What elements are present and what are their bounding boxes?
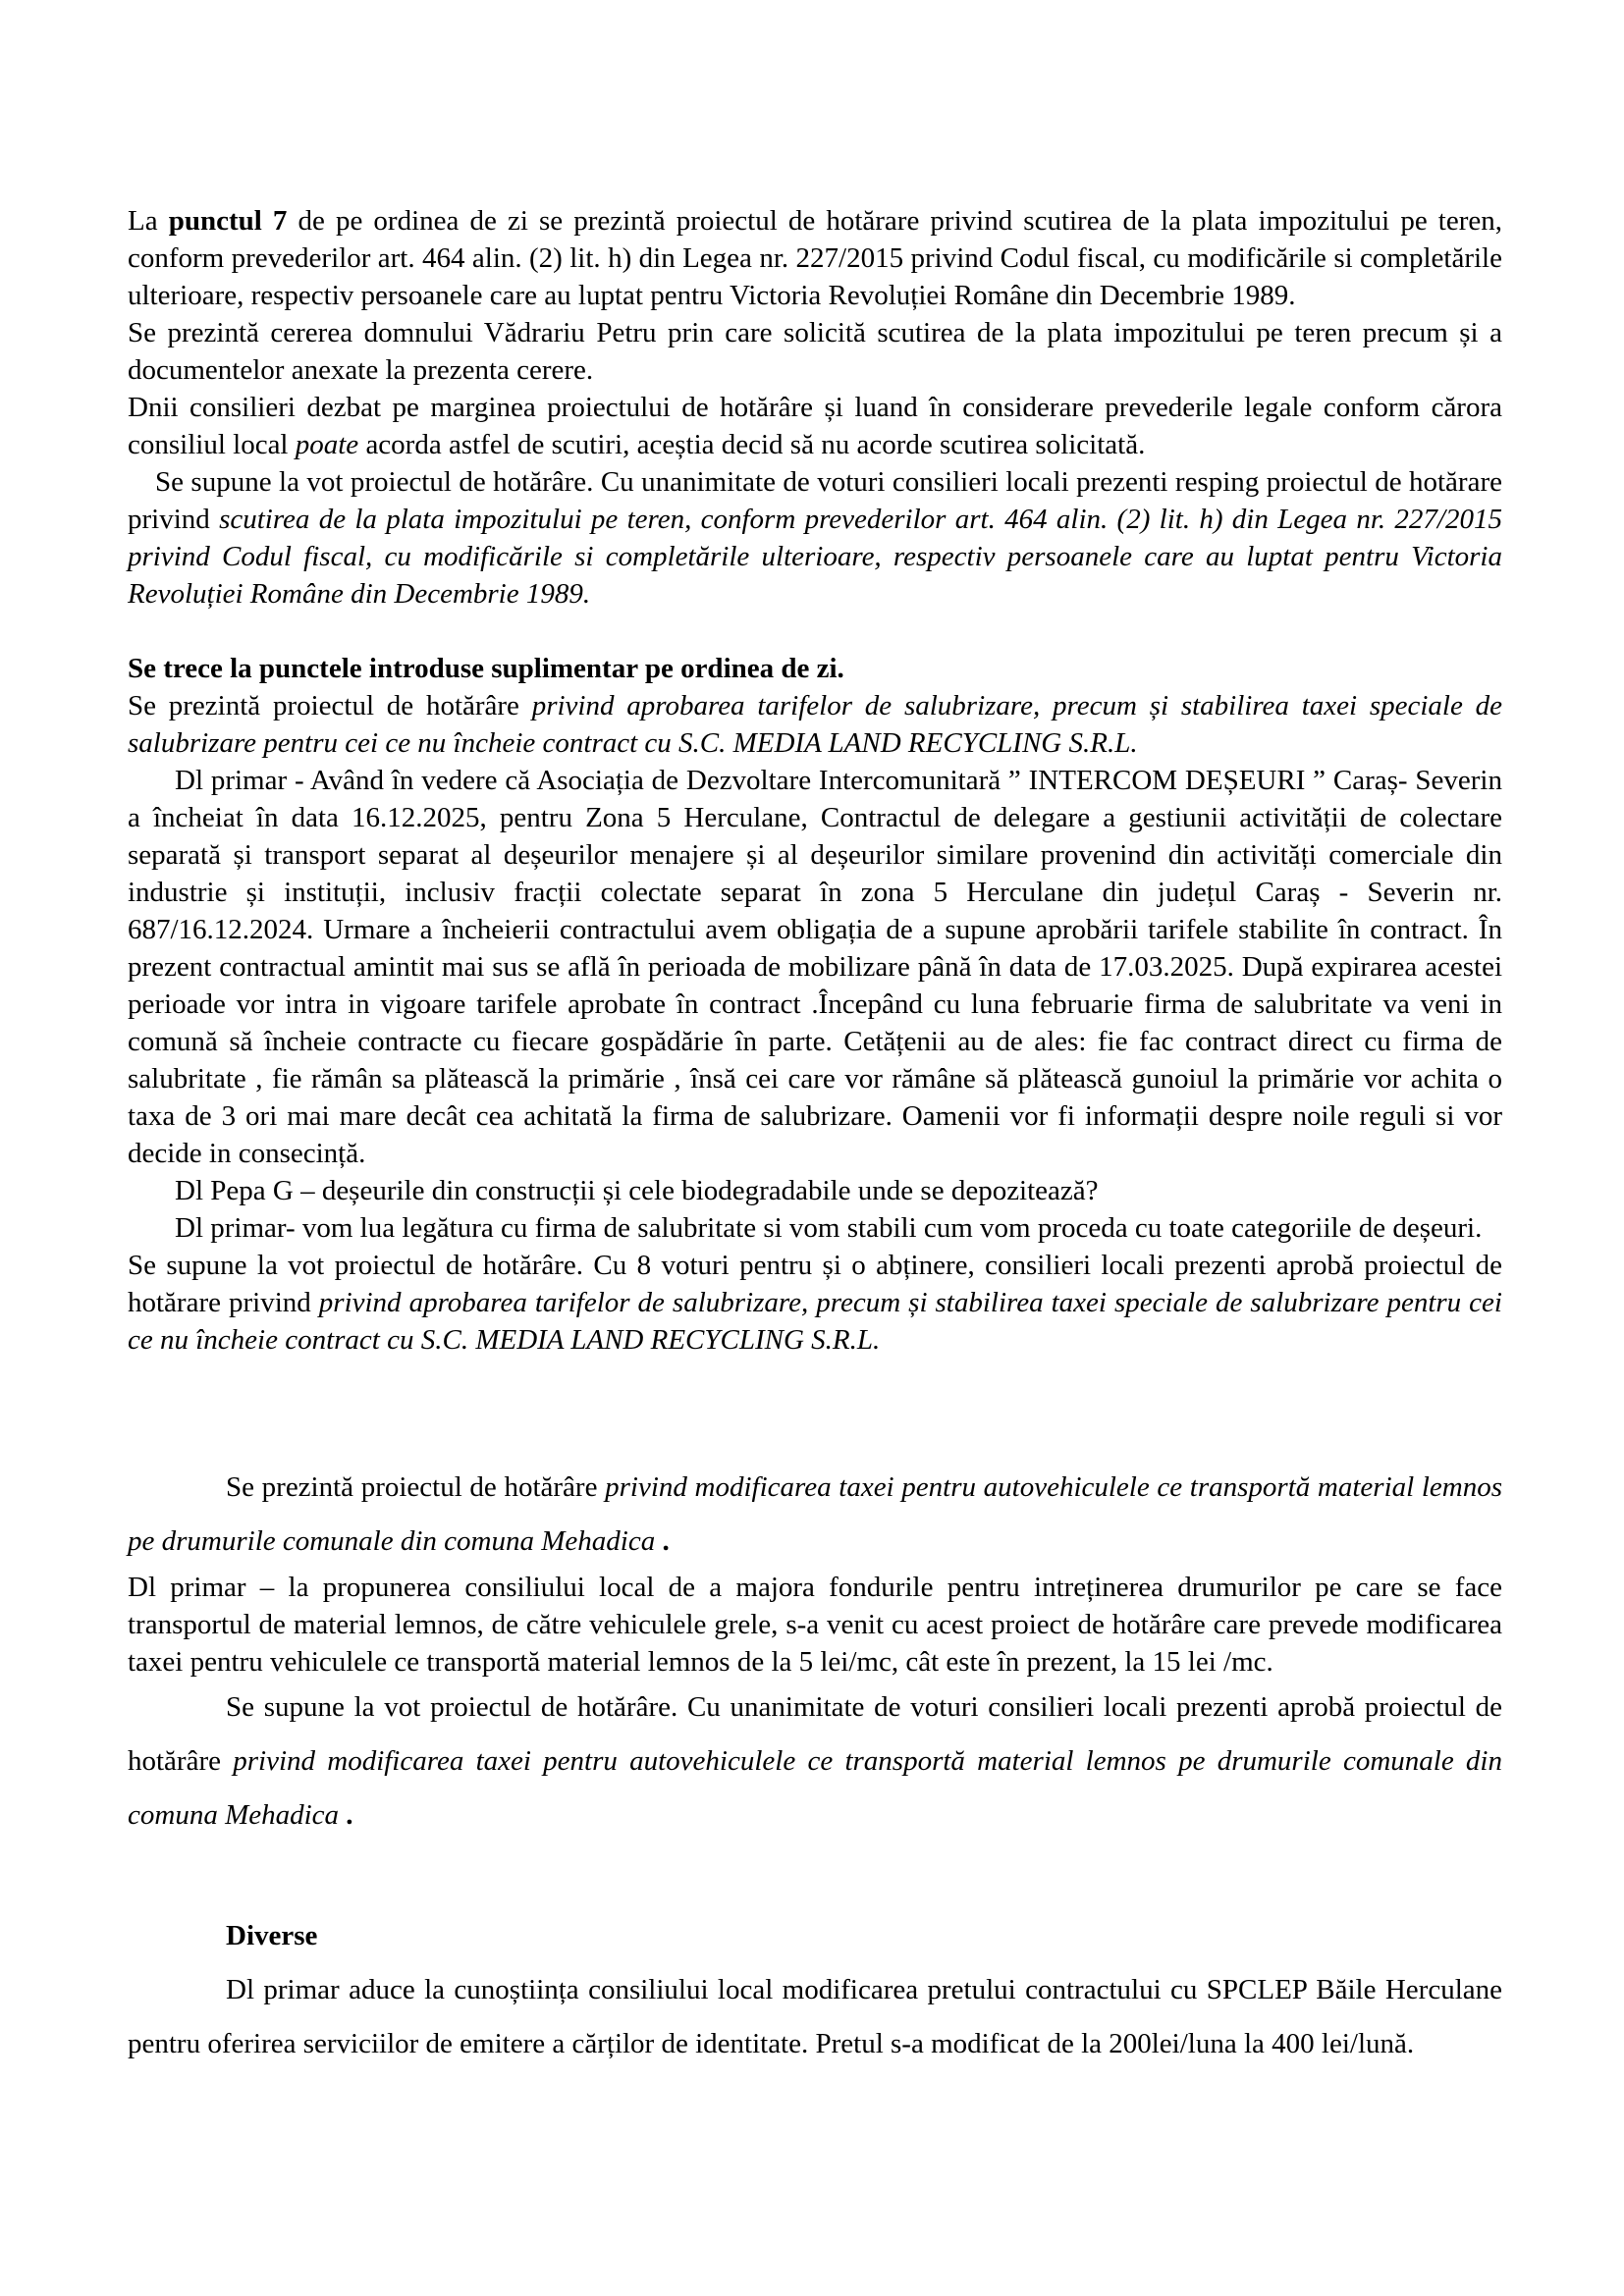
paragraph-vot-salubrizare xyxy=(128,1247,1502,1359)
text-run: Dl Pepa G – deșeurile din construcții și cele biodegradabile unde se depozitează? xyxy=(175,1175,1099,1206)
paragraph-dl-primar-taxa xyxy=(128,1569,1502,1681)
bold-text-run: Diverse xyxy=(226,1920,318,1951)
text-run: Se prezintă proiectul de hotărâre xyxy=(128,690,532,721)
italic-text-run: poate xyxy=(295,429,359,460)
paragraph-proiect-taxa-lemnos xyxy=(128,1461,1502,1569)
bold-text-run: punctul 7 xyxy=(168,205,288,237)
text-run: Se supune la vot proiectul de hotărâre. Cu unanimitate de voturi consilieri locali prezenti aprobă proiectul de hotărâre xyxy=(128,1691,1502,1777)
bold-text-run: . xyxy=(346,1799,353,1831)
paragraph-dl-primar-raspuns xyxy=(128,1209,1502,1247)
text-run: Se prezintă cererea domnului Vădrariu Petru prin care solicită scutirea de la plata impozitului pe teren precum și a documentelor anexate la prezenta cerere. xyxy=(128,317,1502,386)
paragraph-vot-taxa-lemnos xyxy=(128,1681,1502,1842)
text-run: Se supune la vot proiectul de hotărâre. Cu 8 voturi pentru și o abținere, consilieri locali prezenti aprobă proiectul de hotărare privind xyxy=(128,1250,1502,1318)
paragraph-cerere-vadrariu xyxy=(128,314,1502,389)
paragraph-dl-pepa-g xyxy=(128,1172,1502,1209)
text-run: Dl primar – la propunerea consiliului local de a majora fondurile pentru intreținerea drumurilor pe care se face transportul de material lemnos, de către vehiculele grele, s-a venit cu acest proiect de hotărâre care prevede modificarea taxei pentru vehiculele ce transportă material lemnos de la 5 lei/mc, cât este în prezent, la 15 lei /mc. xyxy=(128,1572,1502,1678)
paragraph-vot-respingere xyxy=(128,463,1502,613)
text-run: Dl primar aduce la cunoștiința consiliului local modificarea pretului contractului cu SPCLEP Băile Herculane pentru oferirea serviciilor de emitere a cărților de identitate. Pretul s-a modificat de la 200lei/luna la 400 lei/lună. xyxy=(128,1974,1502,2059)
italic-text-run: privind aprobarea tarifelor de salubrizare, precum și stabilirea taxei speciale de salubrizare pentru cei ce nu încheie contract cu S.C. MEDIA LAND RECYCLING S.R.L. xyxy=(128,690,1502,759)
heading-diverse xyxy=(128,1909,1502,1963)
bold-text-run: Se trece la punctele introduse suplimentar pe ordinea de zi. xyxy=(128,653,844,684)
italic-text-run: privind modificarea taxei pentru autovehiculele ce transportă material lemnos pe drumurile comunale din comuna Mehadica xyxy=(128,1471,1502,1557)
paragraph-dl-primar-intercom xyxy=(128,762,1502,1172)
italic-text-run: privind aprobarea tarifelor de salubrizare, precum și stabilirea taxei speciale de salubrizare pentru cei ce nu încheie contract cu S.C. MEDIA LAND RECYCLING S.R.L. xyxy=(128,1287,1502,1356)
paragraph-punct-7 xyxy=(128,202,1502,314)
text-run: Se supune la vot proiectul de hotărâre. Cu unanimitate de voturi consilieri locali prezenti resping proiectul de hotărare privind xyxy=(128,466,1502,535)
text-run: Dl primar- vom lua legătura cu firma de salubritate si vom stabili cum vom proceda cu toate categoriile de deșeuri. xyxy=(175,1212,1483,1244)
heading-puncte-suplimentare xyxy=(128,650,1502,687)
paragraph-proiect-salubrizare xyxy=(128,687,1502,762)
italic-text-run: scutirea de la plata impozitului pe teren, conform prevederilor art. 464 alin. (2) lit. h) din Legea nr. 227/2015 privind Codul fiscal, cu modificările si completările ulterioare, respectiv persoanele care au luptat pentru Victoria Revoluției Române din Decembrie 1989. xyxy=(128,504,1502,610)
text-run: de pe ordinea de zi se prezintă proiectul de hotărare privind scutirea de la plata impozitului pe teren, conform prevederilor art. 464 alin. (2) lit. h) din Legea nr. 227/2015 privind Codul fiscal, cu modificările si completările ulterioare, respectiv persoanele care au luptat pentru Victoria Revoluției Române din Decembrie 1989. xyxy=(128,205,1502,311)
paragraph-spclep xyxy=(128,1963,1502,2071)
text-run: Dl primar - Având în vedere că Asociația de Dezvoltare Intercomunitară ” INTERCOM DEȘEURI ” Caraș- Severin a încheiat în data 16.12.2025, pentru Zona 5 Herculane, Contractul de delegare a gestiunii activității de colectare separată și transport separat al deșeurilor menajere și al deșeurilor similare provenind din activități comerciale din industrie și instituții, inclusiv fracții colectate separat în zona 5 Herculane din județul Caraș - Severin nr. 687/16.12.2024. Urmare a încheierii contractului avem obligația de a supune aprobării tarifele stabilite în contract. În prezent contractual amintit mai sus se află în perioada de mobilizare până în data de 17.03.2025. După expirarea acestei perioade vor intra in vigoare tarifele aprobate în contract .Începând cu luna februarie firma de salubritate va veni in comună să încheie contracte cu fiecare gospădărie în parte. Cetățenii au de ales: fie fac contract direct cu firma de salubritate , fie rămân sa plătească la primărie , însă cei care vor rămâne să plătească gunoiul la primărie vor achita o taxa de 3 ori mai mare decât cea achitată la firma de salubrizare. Oamenii vor fi informații despre noile reguli si vor decide in consecință. xyxy=(128,765,1502,1169)
text-run: Dnii consilieri dezbat pe marginea proiectului de hotărâre și luand în considerare prevederile legale conform cărora consiliul local xyxy=(128,392,1502,460)
bold-text-run: . xyxy=(662,1525,670,1557)
text-run: acorda astfel de scutiri, aceștia decid să nu acorde scutirea solicitată. xyxy=(358,429,1146,460)
text-run: La xyxy=(128,205,169,237)
italic-text-run: privind modificarea taxei pentru autovehiculele ce transportă material lemnos pe drumurile comunale din comuna Mehadica xyxy=(128,1745,1502,1831)
paragraph-dezbatere-consilieri xyxy=(128,389,1502,463)
document-content xyxy=(128,202,1502,2071)
text-run: Se prezintă proiectul de hotărâre xyxy=(226,1471,606,1503)
